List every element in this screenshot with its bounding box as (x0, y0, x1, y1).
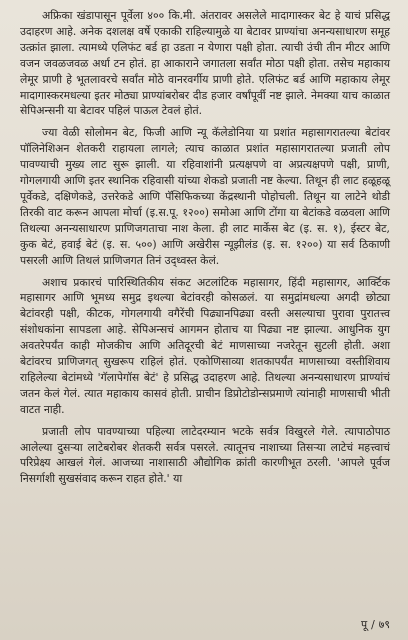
paragraph-3: अशाच प्रकारचं पारिस्थितिकीय संकट अटलांटिक महासागर, हिंदी महासागर, आर्क्टिक महासागर आणि भूमध्य समुद्र इथल्या बेटांवरही कोसळलं. या समुद्रांमधल्या अगदी छोट्या बेटांवरही पक्षी, कीटक, गोगलगायी वगैरेंची पिढ्यानपिढ्या वस्ती असल्याचा पुरावा पुरातत्त्व संशोधकांना सापडला आहे. सेपिअन्सचं आगमन होताच या पिढ्या नष्ट झाल्या. आधुनिक युग अवतरेपर्यंत काही मोजकीच आणि अतिदूरची बेटं माणसाच्या नजरेतून सुटली होती. अशा बेटांवरच प्राणिजगत् सुखरूप राहिलं होतं. एकोणिसाव्या शतकापर्यंत माणसाच्या वस्तीशिवाय राहिलेल्या बेटांमध्ये 'गॅलापेगॉस बेटं' हे प्रसिद्ध उदाहरण आहे. तिथल्या अनन्यसाधारण प्राण्यांचं जतन केलं गेलं. त्यात महाकाय कासवं होती. प्राचीन डिप्रोटोडोन्सप्रमाणे त्यांनाही माणसाची भीती वाटत नाही. (20, 275, 390, 416)
paragraph-2: ज्या वेळी सोलोमन बेट, फिजी आणि न्यू कॅलेडोनिया या प्रशांत महासागरातल्या बेटांवर पॉलिनेशिअन शेतकरी राहायला लागले; त्याच काळात प्रशांत महासागरातल्या प्रजाती लोप पावण्याची मुख्य लाट सुरू झाली. या रहिवाशांनी प्रत्यक्षपणे वा अप्रत्यक्षपणे पक्षी, प्राणी, गोगलगायी आणि इतर स्थानिक रहिवासी यांच्या शेकडो प्रजाती नष्ट केल्या. तिथून ही लाट हळूहळू पूर्वेकडे, दक्षिणेकडे, उत्तरेकडे आणि पॅसिफिकच्या केंद्रस्थानी पोहोचली. तिथून या लाटेने थोडी तिरकी वाट करून आपला मोर्चा (इ.स.पू. १२००) समोआ आणि टोंगा या बेटांकडे वळवला आणि तिथल्या अनन्यसाधारण प्राणिजगताचा नाश केला. ही लाट मार्केस बेट (इ. स. १), ईस्टर बेट, कुक बेटं, हवाई बेटं (इ. स. ५००) आणि अखेरीस न्यूझीलंड (इ. स. १२००) या सर्व ठिकाणी पसरली आणि तिथलं प्राणिजगत तिनं उद्ध्वस्त केलं. (20, 126, 390, 267)
paragraph-1: अफ्रिका खंडापासून पूर्वेला ४०० कि.मी. अंतरावर असलेले मादागास्कर बेट हे याचं प्रसिद्ध उदाहरण आहे. अनेक दशलक्ष वर्षे एकाकी राहिल्यामुळे या बेटावर प्राण्यांचा अनन्यसाधारण समूह उत्क्रांत झाला. त्यामध्ये एलिफंट बर्ड हा उडता न येणारा पक्षी होता. त्याची उंची तीन मीटर आणि वजन जवळजवळ अर्धा टन होतं. हा आकाराने जगातला सर्वांत मोठा पक्षी होता. तसेच महाकाय लेमूर प्राणी हे भूतलावरचे सर्वांत मोठे वानरवर्गीय प्राणी होते. एलिफंट बर्ड आणि महाकाय लेमूर मादागास्करमधल्या इतर मोठ्या प्राण्यांबरोबर दीड हजार वर्षांपूर्वी नष्ट झाले. नेमक्या याच काळात सेपिअन्सनी या बेटावर पहिलं पाऊल टेवलं होतं. (20, 9, 390, 118)
page-number (361, 617, 390, 632)
page-number-value: ७९ (378, 618, 390, 631)
paragraph-4: प्रजाती लोप पावण्याच्या पहिल्या लाटेदरम्यान भटके सर्वत्र विखुरले गेले. त्यापाठोपाठ आलेल्या दुसऱ्या लाटेबरोबर शेतकरी सर्वत्र पसरले. त्यातूनच नाशाच्या तिसऱ्या लाटेचं महत्त्वाचं परिप्रेक्ष्य आखलं गेलं. आजच्या नाशासाठी औद्योगिक क्रांती कारणीभूत ठरली. 'आपले पूर्वज निसर्गाशी सुखसंवाद करून राहत होते.' या (20, 424, 390, 486)
page-label: पू (360, 618, 368, 631)
page-separator: / (371, 618, 375, 631)
page-body (20, 8, 390, 487)
